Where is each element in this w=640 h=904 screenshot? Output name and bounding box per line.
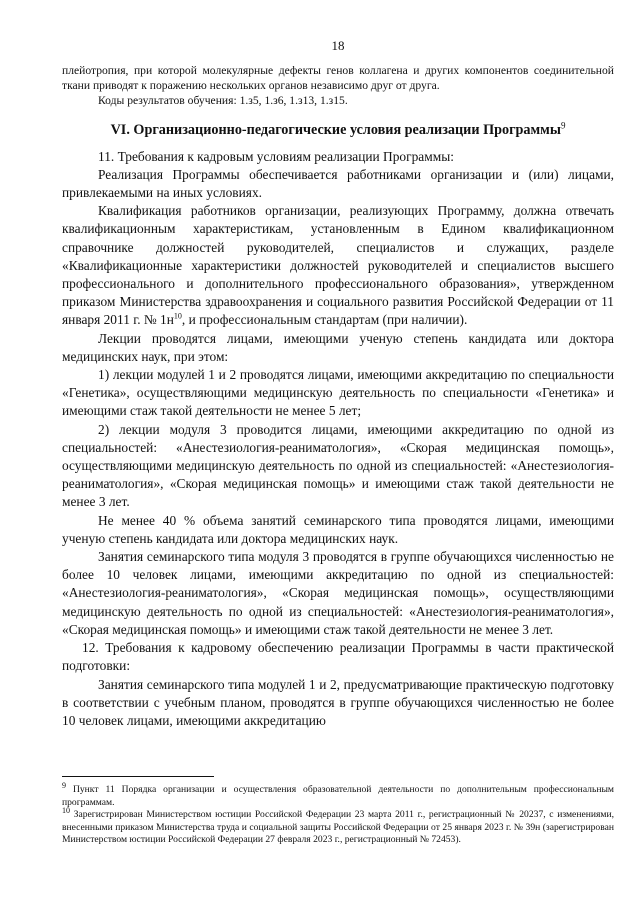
qualification-text: Квалификация работников организации, реализующих Программу, должна отвечать квалификационным характеристикам, установленным в Едином квалификационном справочнике должностей руководителей, специалистов и служащих, разделе «Квалификационные характеристики должностей руководителей и специалистов высшего профессионального и дополнительного профессионального образования», утвержденном приказом Министерства здравоохранения и социального развития Российской Федерации от 11 января 2011 г. № 1н: [62, 203, 614, 328]
footnote-text: Пункт 11 Порядка организации и осуществления образовательной деятельности по дополнительным профессиональным программам.: [62, 784, 614, 808]
section-heading-text: VI. Организационно-педагогические условия реализации Программы: [110, 121, 561, 138]
footnote-mark: 10: [62, 806, 70, 815]
paragraph-seminar-share: Не менее 40 % объема занятий семинарского типа проводятся лицами, имеющими ученую степень кандидата или доктора медицинских наук.: [62, 512, 614, 546]
document-body: [62, 148, 614, 731]
paragraph-lectures: Лекции проводятся лицами, имеющими ученую степень кандидата или доктора медицинских наук, при этом:: [62, 330, 614, 364]
paragraph-practical-requirements: 12. Требования к кадровому обеспечению реализации Программы в части практической подготовки:: [62, 640, 614, 674]
footnote-ref-9: 9: [560, 119, 566, 130]
intro-block: [62, 63, 614, 109]
page-number: 18: [331, 38, 345, 53]
footnote-9: [62, 780, 614, 809]
paragraph-implementation: Реализация Программы обеспечивается работниками организации и (или) лицами, привлекаемыми на иных условиях.: [62, 166, 614, 201]
intro-paragraph: плейотропия, при которой молекулярные дефекты генов коллагена и других компонентов соединительной ткани приводят к поражению нескольких органов независимо друг от друга.: [62, 64, 614, 93]
paragraph-qualification: [62, 202, 614, 329]
section-heading: [62, 119, 614, 139]
paragraph-practical-seminars: Занятия семинарского типа модулей 1 и 2, предусматривающие практическую подготовку в соответствии с учебным планом, проводятся в группе обучающихся численностью не более 10 человек лицами, имеющими аккредитацию: [62, 676, 614, 728]
footnote-divider: [62, 776, 214, 777]
footnote-mark: 9: [62, 780, 66, 790]
list-item-lectures-2: 2) лекции модуля 3 проводится лицами, имеющими аккредитацию по одной из специальностей: «Анестезиология-реаниматология», «Скорая медицинская помощь», осуществляющими медицинскую деятельность по одной из специальностей: «Анестезиология-реаниматология», «Скорая медицинская помощь» и имеющими стаж такой деятельности не менее 3 лет.: [62, 421, 614, 510]
list-item-lectures-1: 1) лекции модулей 1 и 2 проводятся лицами, имеющими аккредитацию по специальности «Генетика», осуществляющими медицинскую деятельность по специальности «Генетика» и имеющими стаж такой деятельности не менее 5 лет;: [62, 367, 614, 419]
qualification-text-end: , и профессиональным стандартам (при наличии).: [181, 312, 468, 328]
learning-outcome-codes: Коды результатов обучения: 1.з5, 1.з6, 1.з13, 1.з15.: [98, 94, 348, 108]
footnote-ref-10: 10: [173, 311, 182, 321]
paragraph-staff-requirements: 11. Требования к кадровым условиям реализации Программы:: [98, 148, 454, 164]
footnote-text: Зарегистрирован Министерством юстиции Российской Федерации 23 марта 2011 г., регистрационный № 20237, с изменениями, внесенными приказом Министерства труда и социальной защиты Российской Федерации от 25 января 2023 г. № 39н (зарегистрирован Министерством юстиции Российской Федерации 27 февраля 2023 г., регистрационный № 72453).: [62, 809, 614, 846]
footnotes: [62, 776, 614, 847]
footnote-10: [62, 806, 614, 847]
paragraph-seminar-module-3: Занятия семинарского типа модуля 3 проводятся в группе обучающихся численностью не более 10 человек лицами, имеющими аккредитацию по одной из специальностей: «Анестезиология-реаниматология», «Скорая медицинская помощь», осуществляющими медицинскую деятельность по одной из специальностей: «Анестезиология-реаниматология», «Скорая медицинская помощь» и имеющими стаж такой деятельности не менее 3 лет.: [62, 549, 614, 637]
